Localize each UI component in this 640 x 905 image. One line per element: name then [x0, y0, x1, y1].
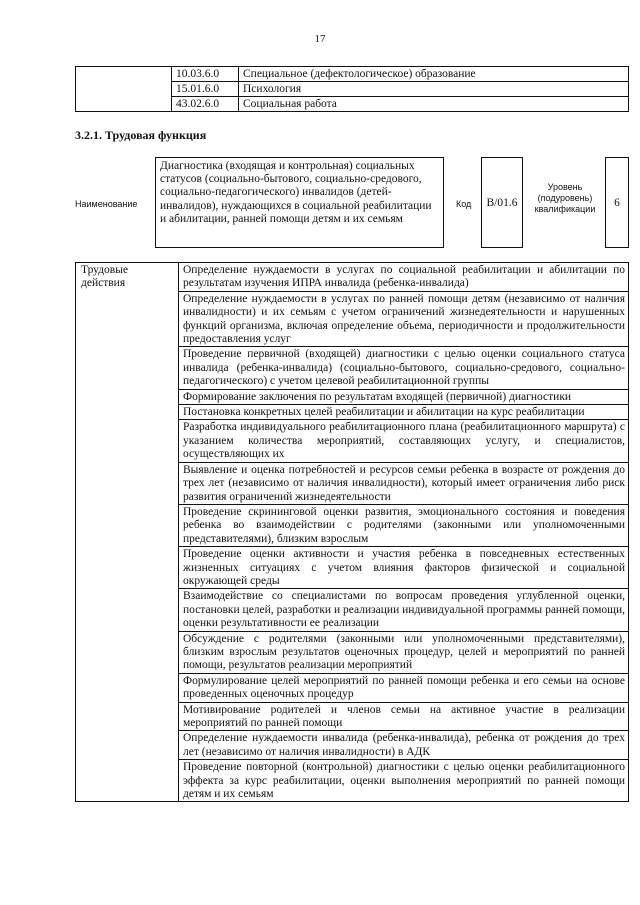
labor-action-item: Взаимодействие со специалистами по вопросам проведения углубленной оценки, постановки целей, разработки и реализации индивидуальной программы ранней помощи, оценки результативности ее реализации [179, 589, 629, 631]
education-name: Специальное (дефектологическое) образование [239, 67, 629, 82]
labor-action-item: Формирование заключения по результатам входящей (первичной) диагностики [179, 389, 629, 404]
education-code: 43.02.6.0 [172, 97, 239, 112]
labor-action-item: Выявление и оценка потребностей и ресурсов семьи ребенка в возрасте от рождения до трех лет (независимо от наличия инвалидности), который имеет ограничения либо риск развития ограничений жизнедеятельности [179, 462, 629, 504]
qualification-level: 6 [605, 157, 629, 248]
labor-action-item: Определение нуждаемости в услугах по социальной реабилитации и абилитации по результатам изучения ИПРА инвалида (ребенка-инвалида) [179, 263, 629, 292]
table-row [76, 67, 629, 82]
labor-action-item: Обсуждение с родителями (законными или уполномоченными представителями), близким взрослым результатов оценочных процедур, целей и мероприятий по ранней помощи, результатов реализации мероприятий [179, 631, 629, 673]
labor-action-item: Мотивирование родителей и членов семьи на активное участие в реализации мероприятий по ранней помощи [179, 702, 629, 731]
page-number: 17 [314, 33, 326, 45]
labor-action-item: Определение нуждаемости инвалида (ребенка-инвалида), ребенка от рождения до трех лет (независимо от наличия инвалидности) в АДК [179, 731, 629, 760]
function-name-label: Наименование [75, 199, 138, 209]
labor-actions-label: Трудовые действия [76, 263, 179, 802]
labor-action-item: Проведение оценки активности и участия ребенка в повседневных естественных жизненных ситуациях с учетом влияния факторов физической и социальной окружающей среды [179, 547, 629, 589]
education-name: Социальная работа [239, 97, 629, 112]
function-code: В/01.6 [481, 157, 523, 248]
table-row [76, 263, 629, 292]
labor-action-item: Проведение первичной (входящей) диагностики с целью оценки социального статуса инвалида (ребенка-инвалида) (социально-бытового, социально-средового, социально-педагогического) с учетом целевой реабилитационной группы [179, 347, 629, 389]
table-cell-empty [76, 67, 172, 112]
labor-actions-table [75, 262, 629, 802]
labor-action-item: Определение нуждаемости в услугах по ранней помощи детям (независимо от наличия инвалидности) и их семьям с учетом ограничений жизнедеятельности и нарушенных функций организма, включая определение объема, периодичности и продолжительности предоставления услуг [179, 291, 629, 347]
labor-action-item: Разработка индивидуального реабилитационного плана (реабилитационного маршрута) с указанием количества мероприятий, составляющих услугу, и специалистов, осуществляющих их [179, 420, 629, 462]
labor-action-item: Проведение повторной (контрольной) диагностики с целью оценки реабилитационного эффекта за курс реабилитации, оценки выполнения мероприятий по ранней помощи детям и их семьям [179, 760, 629, 802]
education-code: 10.03.6.0 [172, 67, 239, 82]
function-code-label: Код [456, 199, 472, 209]
qualification-level-label: Уровень (подуровень) квалификации [534, 182, 596, 214]
function-name: Диагностика (входящая и контрольная) социальных статусов (социально-бытового, социально-средового, социально-педагогического) инвалидов (детей-инвалидов), нуждающихся в социальной реабилитации и абилитации, ранней помощи детям и их семьям [155, 157, 444, 248]
education-table [75, 66, 629, 112]
labor-action-item: Формулирование целей мероприятий по ранней помощи ребенка и его семьи на основе проведенных оценочных процедур [179, 673, 629, 702]
labor-action-item: Постановка конкретных целей реабилитации и абилитации на курс реабилитации [179, 405, 629, 420]
labor-action-item: Проведение скрининговой оценки развития, эмоционального состояния и поведения ребенка во взаимодействии с родителями (законными или уполномоченными представителями), близким взрослым [179, 504, 629, 546]
section-title: 3.2.1. Трудовая функция [75, 128, 207, 142]
education-code: 15.01.6.0 [172, 82, 239, 97]
education-name: Психология [239, 82, 629, 97]
